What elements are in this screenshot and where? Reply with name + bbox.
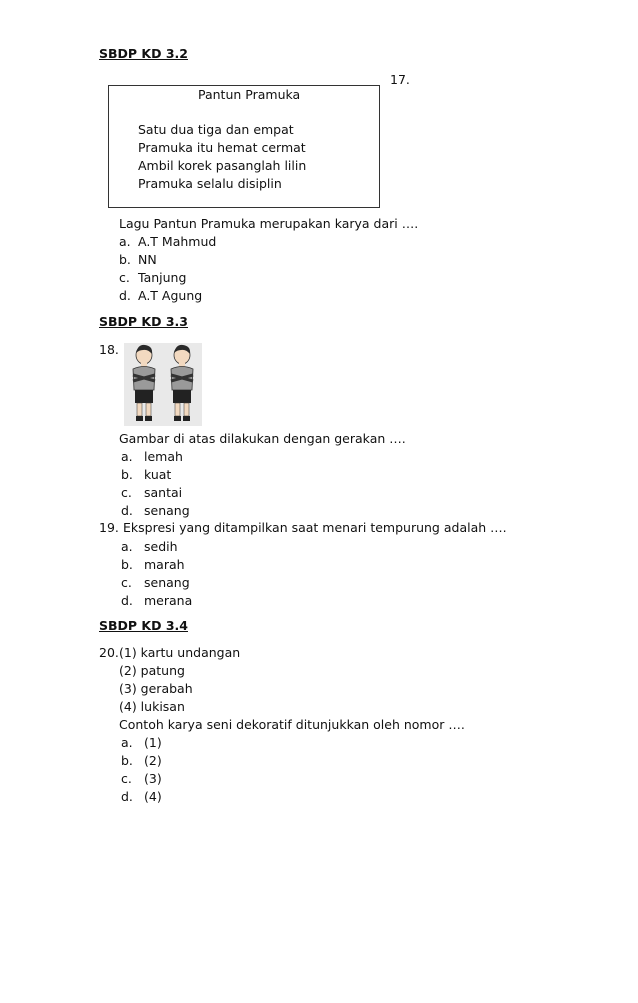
list-item: (3) gerabah	[119, 681, 193, 696]
question-number-20: 20.	[99, 645, 119, 660]
question-number-18: 18.	[99, 342, 119, 357]
poem-line: Pramuka selalu disiplin	[138, 176, 282, 191]
option-letter: c.	[121, 575, 132, 590]
figure-two-children-illustration	[124, 343, 202, 426]
option-text: (4)	[144, 789, 162, 804]
option-letter: d.	[121, 593, 133, 608]
poem-line: Ambil korek pasanglah lilin	[138, 158, 307, 173]
option-text: senang	[144, 575, 190, 590]
list-item: (1) kartu undangan	[119, 645, 241, 660]
option-letter: c.	[121, 485, 132, 500]
list-item: (2) patung	[119, 663, 185, 678]
option-letter: d.	[119, 288, 131, 303]
option-letter: b.	[121, 753, 133, 768]
option-text: (2)	[144, 753, 162, 768]
option-letter: c.	[121, 771, 132, 786]
poem-line: Satu dua tiga dan empat	[138, 122, 294, 137]
question-text-20: Contoh karya seni dekoratif ditunjukkan oleh nomor ….	[119, 717, 465, 732]
option-text: merana	[144, 593, 193, 608]
option-text: NN	[138, 252, 157, 267]
option-text: marah	[144, 557, 185, 572]
section-heading-kd33: SBDP KD 3.3	[99, 314, 188, 329]
list-item: (4) lukisan	[119, 699, 185, 714]
section-heading-kd34: SBDP KD 3.4	[99, 618, 188, 633]
poem-title: Pantun Pramuka	[198, 87, 301, 102]
option-text: santai	[144, 485, 183, 500]
poem-line: Pramuka itu hemat cermat	[138, 140, 306, 155]
option-letter: c.	[119, 270, 130, 285]
section-heading-kd32: SBDP KD 3.2	[99, 46, 188, 61]
option-letter: b.	[121, 557, 133, 572]
option-text: A.T Agung	[138, 288, 203, 303]
option-text: (3)	[144, 771, 162, 786]
question-text-19: Ekspresi yang ditampilkan saat menari tempurung adalah ….	[123, 520, 507, 535]
children-crossed-arms-image	[124, 343, 202, 426]
question-text-18: Gambar di atas dilakukan dengan gerakan ….	[119, 431, 406, 446]
option-letter: a.	[121, 735, 133, 750]
option-letter: b.	[119, 252, 131, 267]
question-text-17: Lagu Pantun Pramuka merupakan karya dari ….	[119, 216, 419, 231]
option-text: (1)	[144, 735, 162, 750]
option-letter: d.	[121, 789, 133, 804]
question-number-17: 17.	[390, 72, 410, 87]
option-letter: a.	[121, 449, 133, 464]
option-text: Tanjung	[138, 270, 187, 285]
option-text: lemah	[144, 449, 183, 464]
option-text: A.T Mahmud	[138, 234, 217, 249]
question-number-19: 19.	[99, 520, 119, 535]
option-text: kuat	[144, 467, 172, 482]
option-letter: a.	[121, 539, 133, 554]
option-letter: a.	[119, 234, 131, 249]
option-text: sedih	[144, 539, 178, 554]
option-letter: d.	[121, 503, 133, 518]
option-text: senang	[144, 503, 190, 518]
option-letter: b.	[121, 467, 133, 482]
